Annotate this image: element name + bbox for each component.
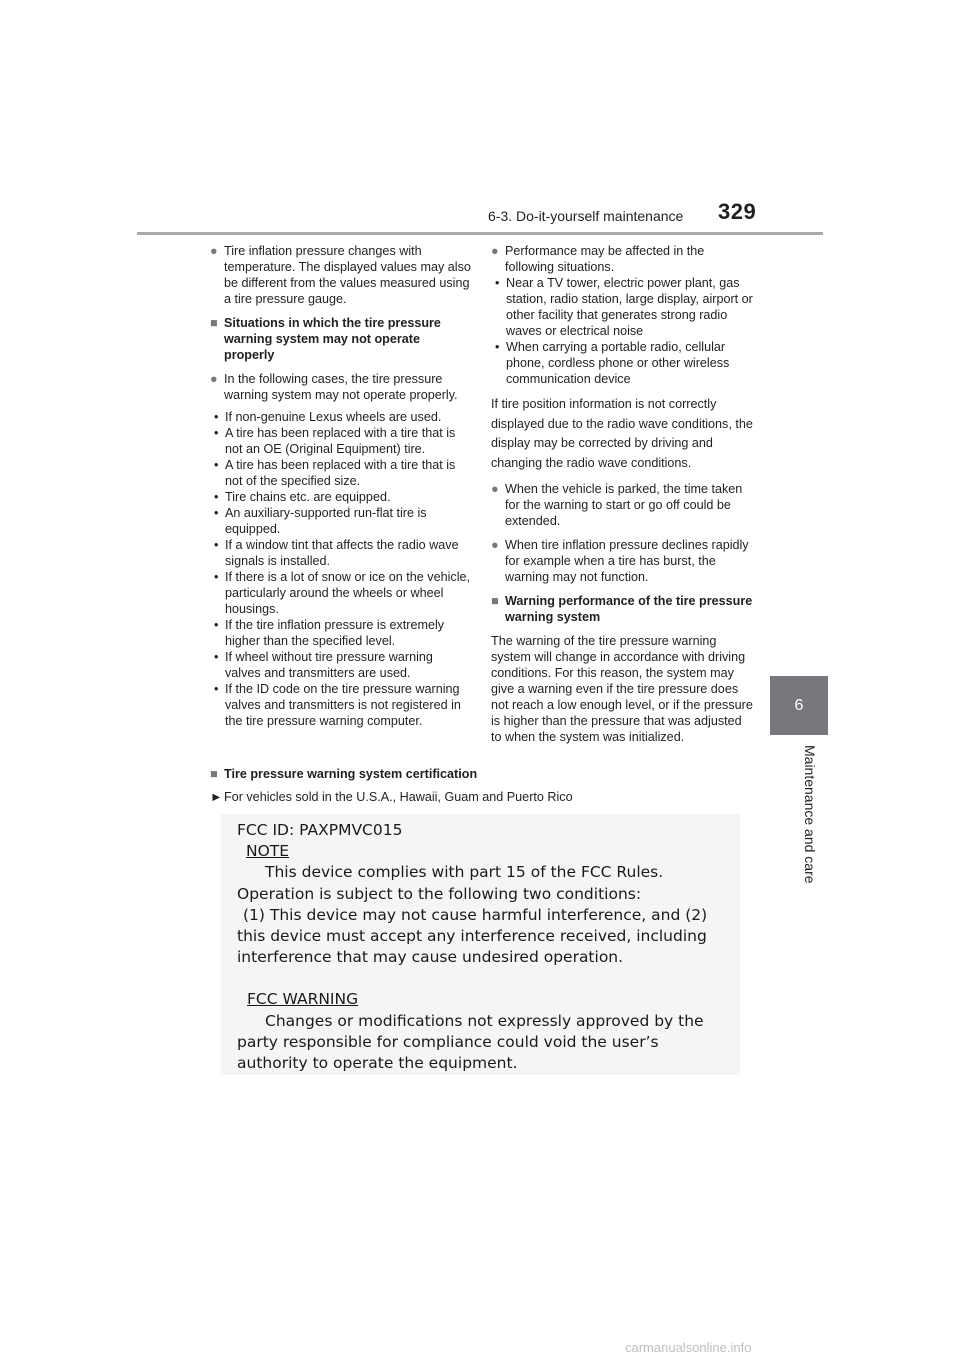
paragraph-text: Performance may be affected in the following situations. xyxy=(505,244,705,274)
warning-line: Changes or modifications not expressly approved by the xyxy=(265,1011,704,1030)
circle-bullet-icon: ● xyxy=(491,482,499,496)
header-rule xyxy=(137,232,823,235)
right-column xyxy=(491,243,753,753)
square-bullet-icon: ■ xyxy=(210,316,218,330)
paragraph-text: When tire inflation pressure declines rapidly for example when a tire has burst, the warning may not function. xyxy=(505,538,749,584)
condition-list xyxy=(210,409,472,729)
list-item: • If wheel without tire pressure warning valves and transmitters are used. xyxy=(210,649,472,681)
paragraph-text: Tire inflation pressure changes with temperature. The displayed values may also be different from the values measured using a tire pressure gauge. xyxy=(224,244,471,306)
left-column xyxy=(210,243,472,737)
list-item: • A tire has been replaced with a tire that is not an OE (Original Equipment) tire. xyxy=(210,425,472,457)
paragraph-text: If tire position information is not correctly displayed due to the radio wave conditions, the display may be corrected by driving and changing the radio wave conditions. xyxy=(491,397,753,470)
fcc-label-image xyxy=(221,814,740,1075)
list-item: • A tire has been replaced with a tire that is not of the specified size. xyxy=(210,457,472,489)
heading-text: Tire pressure warning system certification xyxy=(224,767,478,781)
circle-bullet-icon: ● xyxy=(210,244,218,258)
list-item: • Near a TV tower, electric power plant, gas station, radio station, large display, airport or other facility that generates strong radio waves or electrical noise xyxy=(491,275,753,339)
circle-bullet-icon: ● xyxy=(210,372,218,386)
fcc-id: FCC ID: PAXPMVC015 xyxy=(237,821,403,839)
paragraph xyxy=(491,243,753,275)
list-item: • When carrying a portable radio, cellular phone, cordless phone or other wireless communication device xyxy=(491,339,753,387)
paragraph-text: The warning of the tire pressure warning system will change in accordance with driving conditions. For this reason, the system may give a warning even if the tire pressure does not reach a low enough level, or if the pressure is higher than the pressure that was adjusted to when the system was initialized. xyxy=(491,634,753,744)
paragraph-text: In the following cases, the tire pressure warning system may not operate properly. xyxy=(224,372,458,402)
note-line: (1) This device may not cause harmful interference, and (2) xyxy=(243,905,708,924)
subheading xyxy=(491,593,753,625)
paragraph xyxy=(491,481,753,529)
paragraph-text: When the vehicle is parked, the time taken for the warning to start or go off could be extended. xyxy=(505,482,743,528)
list-item: • If a window tint that affects the radio wave signals is installed. xyxy=(210,537,472,569)
subheading xyxy=(210,315,472,363)
list-item: • An auxiliary-supported run-flat tire is equipped. xyxy=(210,505,472,537)
list-item: • If the tire inflation pressure is extremely higher than the specified level. xyxy=(210,617,472,649)
circle-bullet-icon: ● xyxy=(491,538,499,552)
list-item: • If the ID code on the tire pressure warning valves and transmitters is not registered in the tire pressure warning computer. xyxy=(210,681,472,729)
section-title: 6-3. Do-it-yourself maintenance xyxy=(488,208,684,224)
square-bullet-icon: ■ xyxy=(210,767,218,781)
subheading-text: Situations in which the tire pressure warning system may not operate properly xyxy=(224,316,441,362)
list-item: • If there is a lot of snow or ice on the vehicle, particularly around the wheels or wheel housings. xyxy=(210,569,472,617)
chapter-number: 6 xyxy=(794,696,804,714)
circle-bullet-icon: ● xyxy=(491,244,499,258)
warning-line: authority to operate the equipment. xyxy=(237,1054,518,1073)
warning-line: party responsible for compliance could void the user’s xyxy=(237,1032,659,1051)
spacer xyxy=(231,968,730,989)
note-line: this device must accept any interference received, including xyxy=(237,927,707,946)
note-line: Operation is subject to the following two conditions: xyxy=(237,884,642,903)
note-line: interference that may cause undesired operation. xyxy=(237,948,624,967)
paragraph xyxy=(210,371,472,403)
paragraph xyxy=(491,537,753,585)
list-item: • Tire chains etc. are equipped. xyxy=(210,489,472,505)
arrow-right-icon: ► xyxy=(210,790,223,804)
watermark: carmanualsonline.info xyxy=(625,1340,752,1355)
situation-list xyxy=(491,275,753,387)
certification-heading xyxy=(210,767,744,781)
paragraph xyxy=(210,243,472,307)
square-bullet-icon: ■ xyxy=(491,594,499,608)
list-item: • If non-genuine Lexus wheels are used. xyxy=(210,409,472,425)
page-number: 329 xyxy=(718,199,757,224)
chapter-label: Maintenance and care xyxy=(802,745,818,884)
note-line: This device complies with part 15 of the FCC Rules. xyxy=(265,863,664,882)
region-text: For vehicles sold in the U.S.A., Hawaii, Guam and Puerto Rico xyxy=(224,790,573,804)
warning-title: FCC WARNING xyxy=(247,990,359,1009)
region-line xyxy=(210,790,784,804)
chapter-tab xyxy=(770,676,828,735)
subheading-text: Warning performance of the tire pressure warning system xyxy=(505,594,753,624)
note-title: NOTE xyxy=(246,842,290,861)
